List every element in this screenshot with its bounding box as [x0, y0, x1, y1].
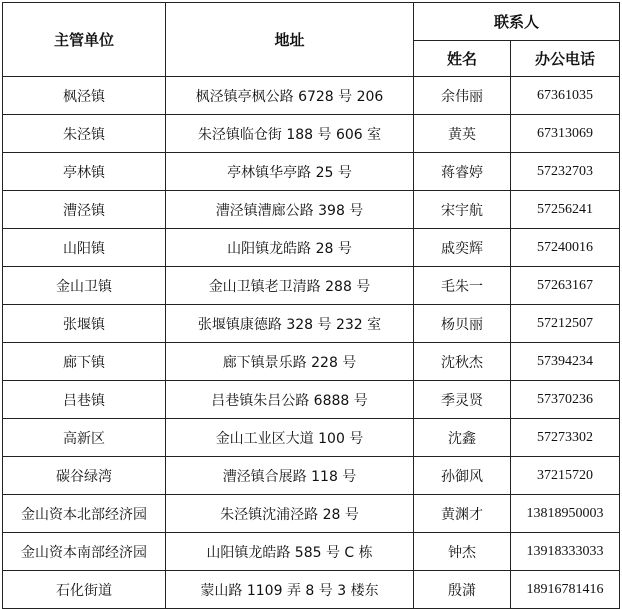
phone-cell: 57256241 [511, 191, 620, 229]
unit-cell: 金山卫镇 [3, 267, 166, 305]
phone-cell: 18916781416 [511, 571, 620, 609]
phone-cell: 57273302 [511, 419, 620, 457]
phone-cell: 13818950003 [511, 495, 620, 533]
unit-cell: 枫泾镇 [3, 77, 166, 115]
unit-cell: 高新区 [3, 419, 166, 457]
unit-cell: 张堰镇 [3, 305, 166, 343]
name-cell: 戚奕辉 [414, 229, 511, 267]
table-row [3, 571, 620, 609]
header-name: 姓名 [414, 41, 511, 77]
table-row [3, 419, 620, 457]
address-cell: 山阳镇龙皓路 585 号 C 栋 [166, 533, 414, 571]
unit-cell: 漕泾镇 [3, 191, 166, 229]
phone-cell: 57232703 [511, 153, 620, 191]
phone-cell: 57394234 [511, 343, 620, 381]
address-cell: 朱泾镇临仓街 188 号 606 室 [166, 115, 414, 153]
unit-cell: 山阳镇 [3, 229, 166, 267]
header-phone: 办公电话 [511, 41, 620, 77]
table-row [3, 77, 620, 115]
name-cell: 蒋睿婷 [414, 153, 511, 191]
table-row [3, 533, 620, 571]
phone-cell: 67313069 [511, 115, 620, 153]
name-cell: 沈鑫 [414, 419, 511, 457]
name-cell: 孙御风 [414, 457, 511, 495]
name-cell: 毛朱一 [414, 267, 511, 305]
contact-table [2, 2, 620, 609]
header-contact: 联系人 [414, 3, 620, 41]
table-row [3, 115, 620, 153]
unit-cell: 吕巷镇 [3, 381, 166, 419]
header-unit: 主管单位 [3, 3, 166, 77]
name-cell: 季灵贤 [414, 381, 511, 419]
table-row [3, 153, 620, 191]
name-cell: 殷潇 [414, 571, 511, 609]
address-cell: 漕泾镇合展路 118 号 [166, 457, 414, 495]
phone-cell: 37215720 [511, 457, 620, 495]
name-cell: 黄英 [414, 115, 511, 153]
phone-cell: 57240016 [511, 229, 620, 267]
address-cell: 吕巷镇朱吕公路 6888 号 [166, 381, 414, 419]
unit-cell: 金山资本南部经济园 [3, 533, 166, 571]
address-cell: 金山工业区大道 100 号 [166, 419, 414, 457]
phone-cell: 57263167 [511, 267, 620, 305]
name-cell: 钟杰 [414, 533, 511, 571]
phone-cell: 13918333033 [511, 533, 620, 571]
phone-cell: 57370236 [511, 381, 620, 419]
table-row [3, 381, 620, 419]
unit-cell: 碳谷绿湾 [3, 457, 166, 495]
name-cell: 沈秋杰 [414, 343, 511, 381]
unit-cell: 朱泾镇 [3, 115, 166, 153]
address-cell: 廊下镇景乐路 228 号 [166, 343, 414, 381]
table-row [3, 267, 620, 305]
address-cell: 朱泾镇沈浦泾路 28 号 [166, 495, 414, 533]
unit-cell: 亭林镇 [3, 153, 166, 191]
table-row [3, 191, 620, 229]
address-cell: 金山卫镇老卫清路 288 号 [166, 267, 414, 305]
address-cell: 张堰镇康德路 328 号 232 室 [166, 305, 414, 343]
table-row [3, 343, 620, 381]
table-row [3, 305, 620, 343]
header-address: 地址 [166, 3, 414, 77]
table-body [3, 77, 620, 609]
unit-cell: 廊下镇 [3, 343, 166, 381]
name-cell: 余伟丽 [414, 77, 511, 115]
address-cell: 漕泾镇漕廊公路 398 号 [166, 191, 414, 229]
unit-cell: 石化街道 [3, 571, 166, 609]
table-row [3, 457, 620, 495]
name-cell: 黄渊才 [414, 495, 511, 533]
address-cell: 蒙山路 1109 弄 8 号 3 楼东 [166, 571, 414, 609]
phone-cell: 57212507 [511, 305, 620, 343]
table-row [3, 495, 620, 533]
name-cell: 杨贝丽 [414, 305, 511, 343]
name-cell: 宋宇航 [414, 191, 511, 229]
address-cell: 山阳镇龙皓路 28 号 [166, 229, 414, 267]
unit-cell: 金山资本北部经济园 [3, 495, 166, 533]
phone-cell: 67361035 [511, 77, 620, 115]
address-cell: 枫泾镇亭枫公路 6728 号 206 [166, 77, 414, 115]
address-cell: 亭林镇华亭路 25 号 [166, 153, 414, 191]
table-row [3, 229, 620, 267]
